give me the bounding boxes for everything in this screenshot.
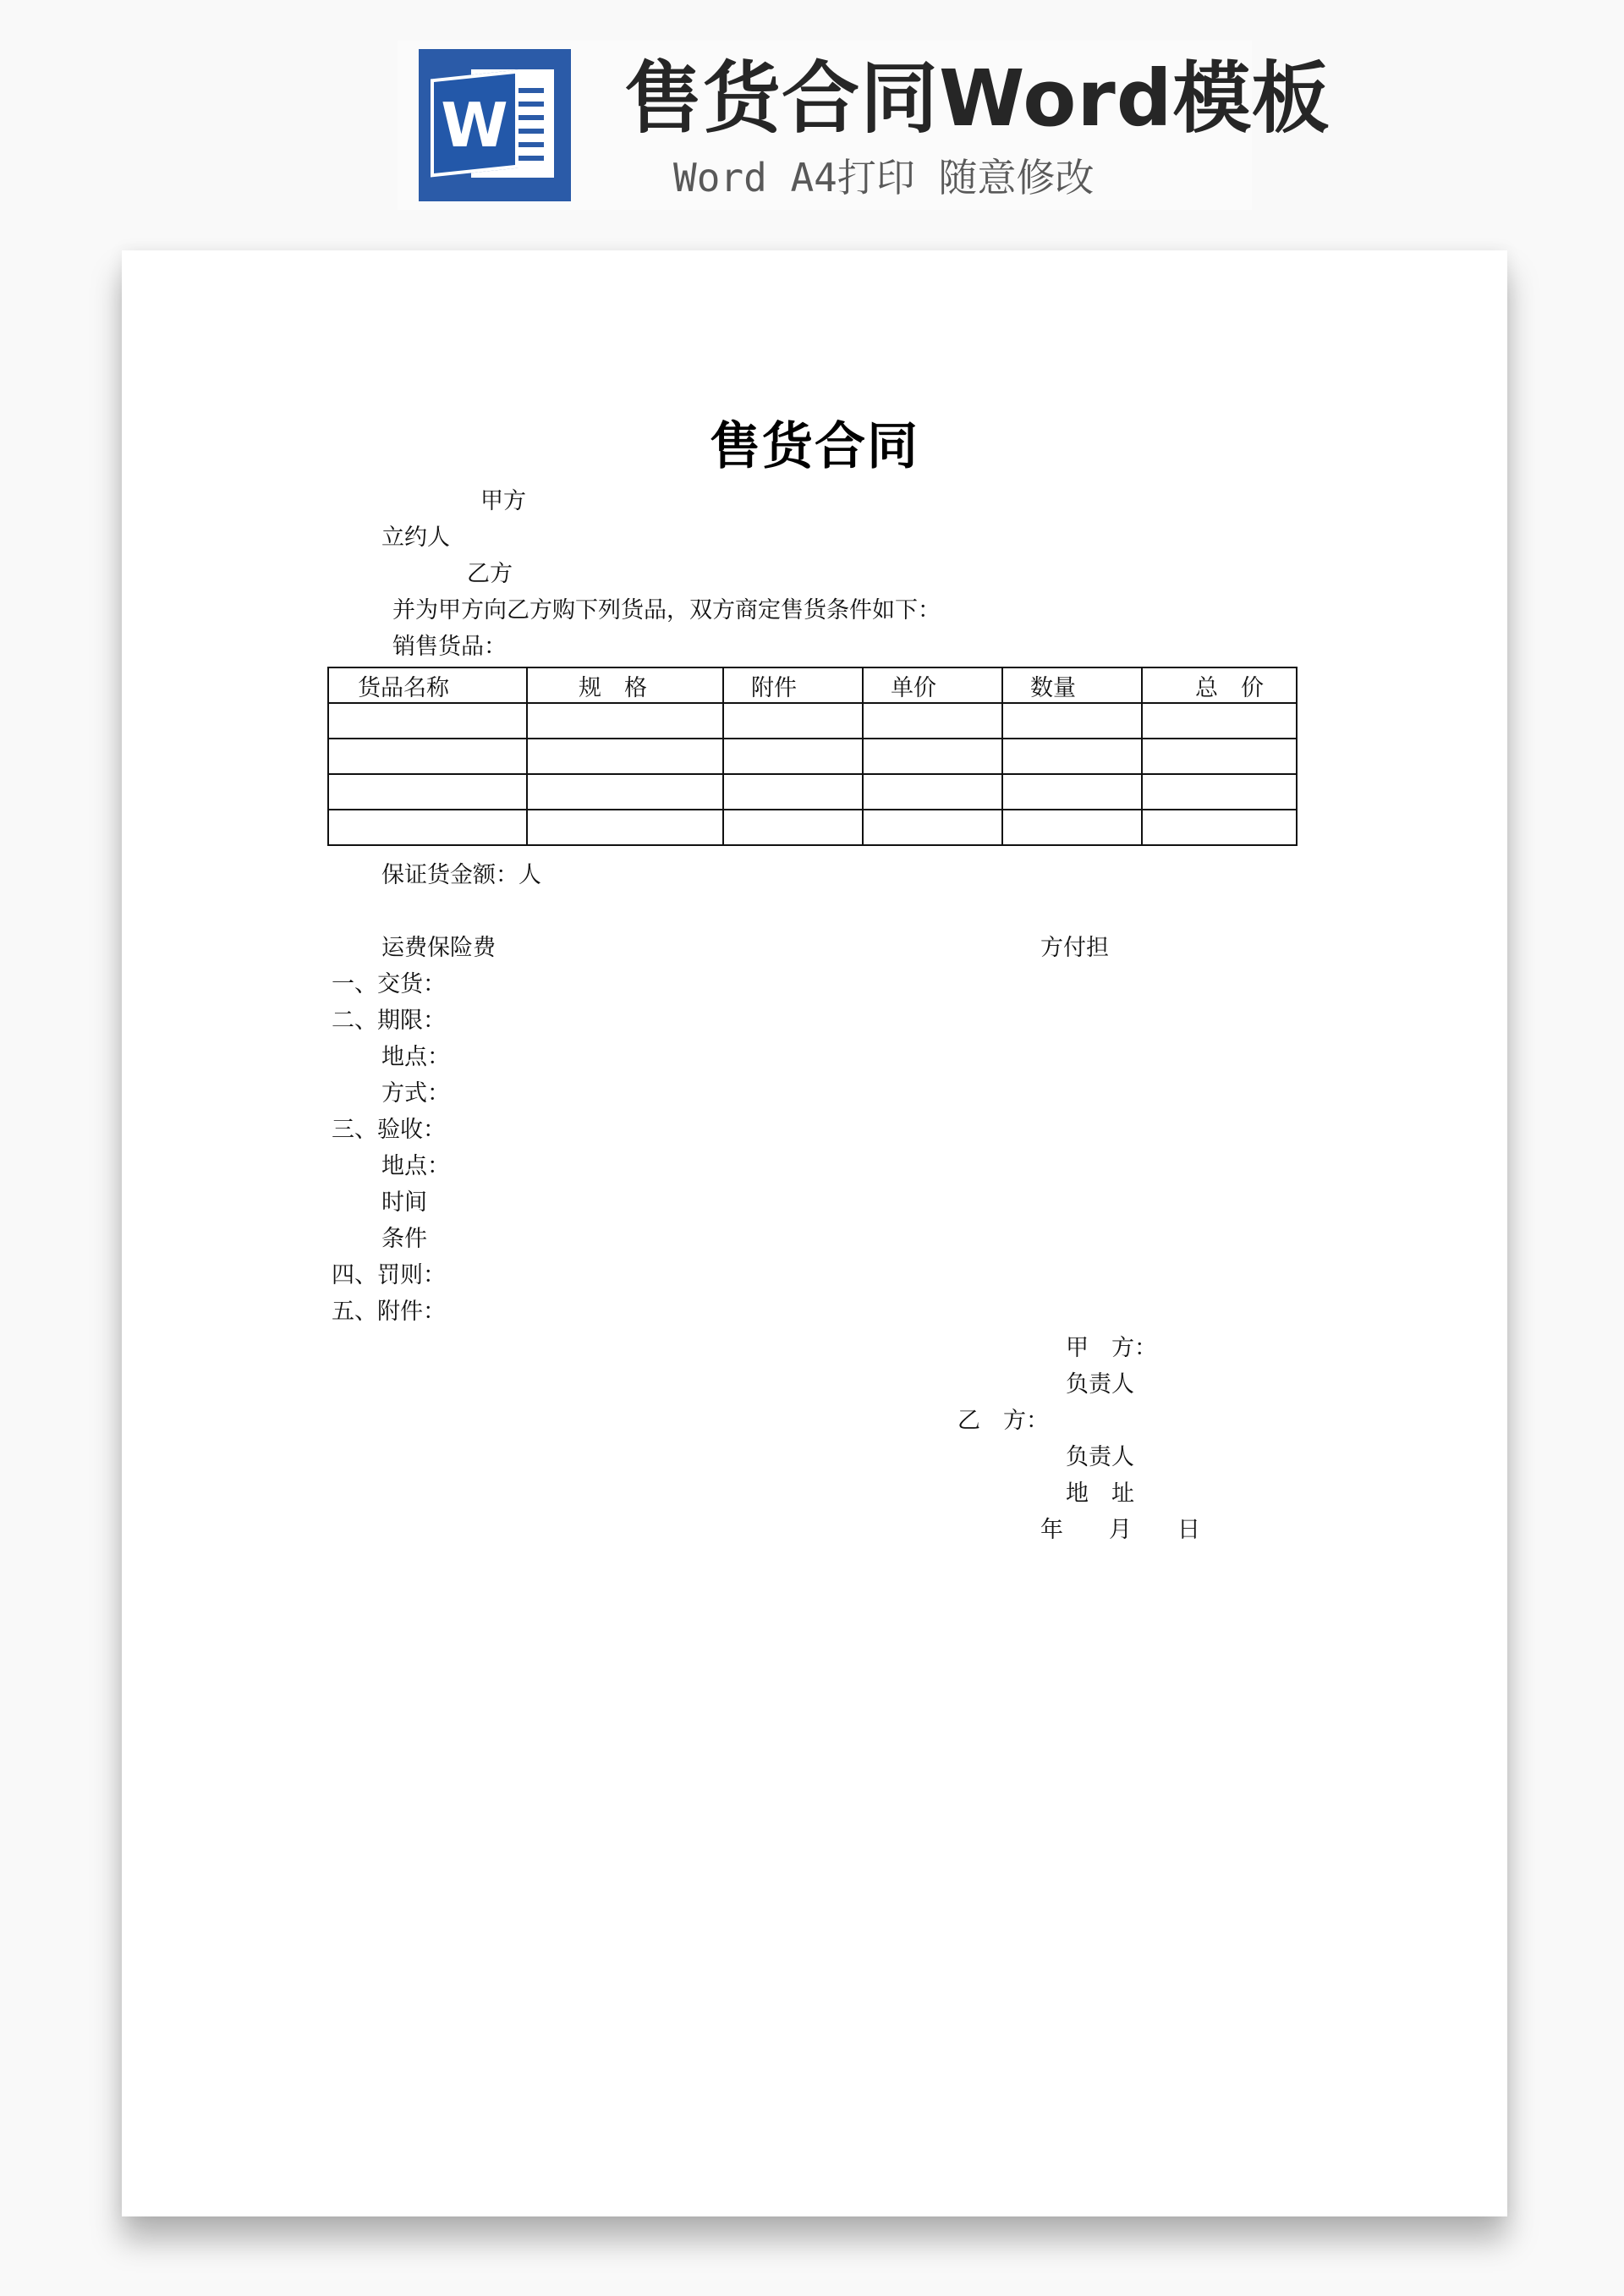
table-header-cell: 数量 [1002,667,1142,703]
clause-attachments: 五、附件： [332,1299,446,1325]
table-cell [328,703,527,739]
clause-acceptance: 三、验收： [332,1117,446,1143]
table-header-cell: 总 价 [1142,667,1297,703]
table-cell [863,810,1002,845]
table-row [328,703,1297,739]
clause-deadline: 二、期限： [332,1008,446,1034]
table-cell [527,774,723,810]
document-page [122,250,1507,2216]
clause-acceptance-place: 地点： [381,1153,450,1179]
freight-line: 运费保险费 [381,935,496,961]
table-cell [328,739,527,774]
table-cell [1002,810,1142,845]
intro-text: 并为甲方向乙方购下列货品，双方商定售货条件如下： [392,597,941,623]
goods-label: 销售货品： [392,634,507,660]
table-cell [1142,703,1297,739]
table-cell [1142,774,1297,810]
signature-party-a-rep: 负责人 [1066,1371,1134,1398]
banner-subtitle: Word A4打印 随意修改 [673,155,1095,200]
table-header-cell: 单价 [863,667,1002,703]
banner-title: 售货合同Word模板 [624,53,1330,144]
table-cell [527,739,723,774]
table-header-cell: 货品名称 [328,667,527,703]
signature-party-a: 甲 方： [1066,1335,1157,1361]
word-document-icon [419,49,571,201]
clause-delivery-method: 方式： [381,1080,450,1107]
signature-party-b-rep: 负责人 [1066,1444,1134,1470]
clause-delivery-place: 地点： [381,1044,450,1070]
table-cell [1002,739,1142,774]
table-cell [863,774,1002,810]
table-row [328,810,1297,845]
table-cell [863,739,1002,774]
deposit-line: 保证货金额：人 [381,862,541,888]
table-cell [328,810,527,845]
clause-penalty: 四、罚则： [332,1262,446,1288]
table-cell [328,774,527,810]
table-cell [723,774,863,810]
signatory-label: 立约人 [381,525,450,551]
clause-acceptance-conditions: 条件 [381,1226,427,1252]
table-cell [1142,810,1297,845]
table-cell [723,739,863,774]
table-header-row [328,667,1297,703]
bearer-line: 方付担 [1040,935,1109,961]
table-row [328,739,1297,774]
table-row [328,774,1297,810]
table-cell [723,810,863,845]
signature-party-b: 乙 方： [957,1408,1049,1434]
document-title: 售货合同 [710,417,919,476]
party-a-label: 甲方 [480,488,526,514]
table-cell [1002,703,1142,739]
table-cell [723,703,863,739]
table-cell [527,703,723,739]
signature-date: 年 月 日 [1040,1517,1200,1543]
table-cell [1002,774,1142,810]
word-icon-letter: W [441,90,508,161]
party-b-label: 乙方 [467,561,513,587]
clause-delivery: 一、交货： [332,971,446,997]
signature-address: 地 址 [1066,1480,1134,1507]
table-header-cell: 附件 [723,667,863,703]
table-cell [1142,739,1297,774]
table-header-cell: 规 格 [527,667,723,703]
table-cell [527,810,723,845]
table-cell [863,703,1002,739]
goods-table [327,667,1298,846]
clause-acceptance-time: 时间 [381,1189,427,1216]
